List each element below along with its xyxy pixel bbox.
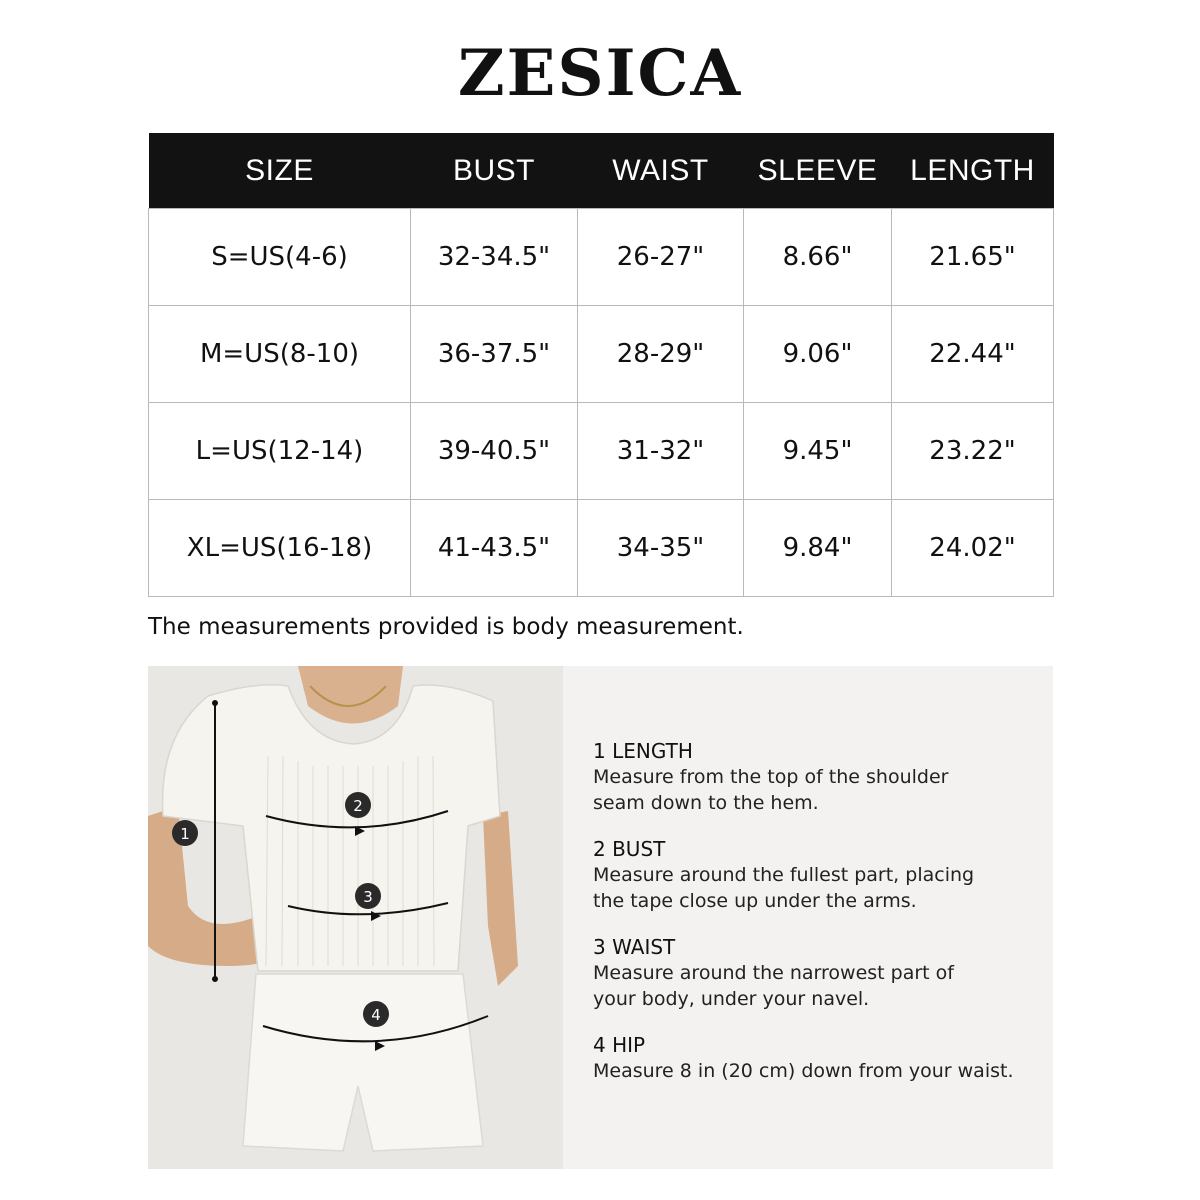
table-row (149, 403, 1054, 500)
cell-bust: 32-34.5" (411, 209, 578, 306)
svg-text:1: 1 (180, 825, 190, 843)
cell-length: 24.02" (892, 500, 1054, 597)
cell-sleeve: 9.06" (744, 306, 892, 403)
cell-bust: 36-37.5" (411, 306, 578, 403)
step-desc-line: Measure from the top of the shoulder (593, 766, 949, 788)
step-title: 1 LENGTH (593, 739, 693, 763)
measurement-guide (148, 666, 1053, 1169)
measurement-note: The measurements provided is body measurement. (148, 614, 744, 640)
step-title: 2 BUST (593, 837, 666, 861)
cell-sleeve: 9.84" (744, 500, 892, 597)
header-sleeve: SLEEVE (744, 133, 892, 209)
cell-length: 23.22" (892, 403, 1054, 500)
step-desc-line: Measure around the fullest part, placing (593, 864, 975, 886)
marker-3 (355, 883, 381, 909)
step-desc-line: your body, under your navel. (593, 988, 870, 1010)
svg-text:3: 3 (363, 888, 373, 906)
table-row (149, 209, 1054, 306)
step-desc-line: Measure around the narrowest part of (593, 962, 954, 984)
cell-sleeve: 9.45" (744, 403, 892, 500)
cell-waist: 28-29" (578, 306, 744, 403)
cell-size: S=US(4-6) (149, 209, 411, 306)
step-waist (593, 934, 1043, 1012)
cell-sleeve: 8.66" (744, 209, 892, 306)
brand-logo: ZESICA (457, 36, 743, 111)
cell-bust: 39-40.5" (411, 403, 578, 500)
measurement-steps (593, 738, 1043, 1104)
marker-1 (172, 820, 198, 846)
step-bust (593, 836, 1043, 914)
cell-size: L=US(12-14) (149, 403, 411, 500)
step-title: 3 WAIST (593, 935, 676, 959)
step-desc-line: the tape close up under the arms. (593, 890, 917, 912)
header-bust: BUST (411, 133, 578, 209)
svg-text:2: 2 (353, 797, 363, 815)
step-desc-line: seam down to the hem. (593, 792, 819, 814)
cell-length: 22.44" (892, 306, 1054, 403)
table-row (149, 500, 1054, 597)
cell-waist: 34-35" (578, 500, 744, 597)
table-header-row (149, 133, 1054, 209)
step-desc-line: Measure 8 in (20 cm) down from your waist. (593, 1060, 1014, 1082)
header-length: LENGTH (892, 133, 1054, 209)
header-waist: WAIST (578, 133, 744, 209)
cell-length: 21.65" (892, 209, 1054, 306)
cell-bust: 41-43.5" (411, 500, 578, 597)
table-row (149, 306, 1054, 403)
svg-text:4: 4 (371, 1006, 381, 1024)
size-chart-table (148, 133, 1054, 597)
cell-size: XL=US(16-18) (149, 500, 411, 597)
model-photo (148, 666, 563, 1169)
cell-waist: 31-32" (578, 403, 744, 500)
step-hip (593, 1032, 1043, 1084)
marker-4 (363, 1001, 389, 1027)
cell-size: M=US(8-10) (149, 306, 411, 403)
header-size: SIZE (149, 133, 411, 209)
marker-2 (345, 792, 371, 818)
step-title: 4 HIP (593, 1033, 646, 1057)
cell-waist: 26-27" (578, 209, 744, 306)
step-length (593, 738, 1043, 816)
